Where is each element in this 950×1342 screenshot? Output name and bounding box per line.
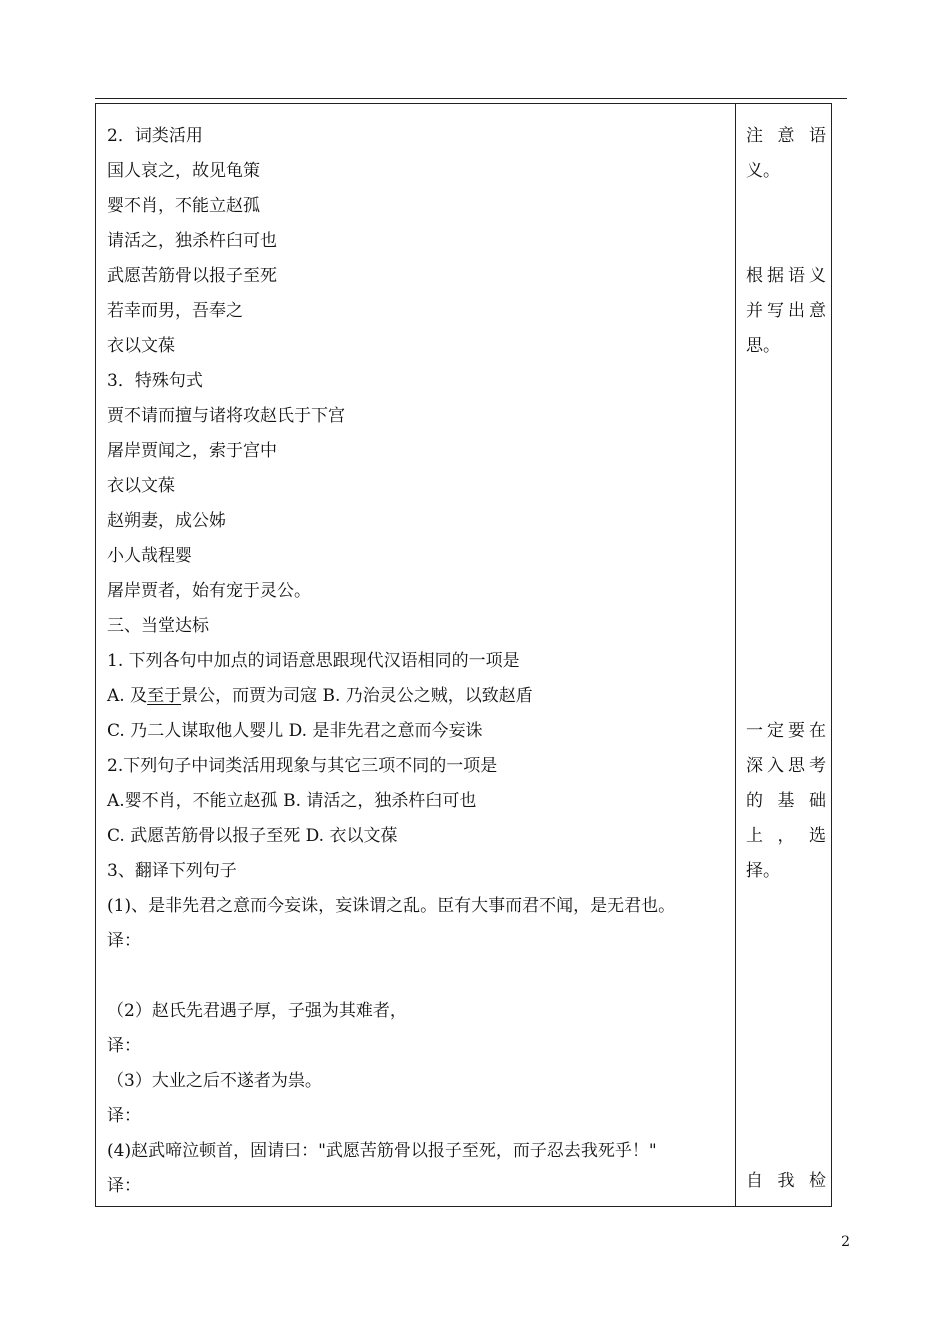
question-options: C. 乃二人谋取他人婴儿 D. 是非先君之意而今妄诛 (107, 721, 483, 741)
side-note-line: 自 我 检 (746, 1171, 826, 1191)
example-sentence: 赵朔妻，成公姊 (107, 511, 226, 531)
page-number: 2 (841, 1234, 850, 1250)
translation-label: 译： (107, 1036, 141, 1056)
option-prefix: A. 及 (107, 686, 148, 706)
example-sentence: 请活之，独杀杵臼可也 (107, 231, 277, 251)
question-options: C. 武愿苦筋骨以报子至死 D. 衣以文葆 (107, 826, 398, 846)
translation-sentence: （2）赵氏先君遇子厚，子强为其难者， (107, 1001, 407, 1021)
example-sentence: 屠岸贾者，始有宠于灵公。 (107, 581, 311, 601)
example-sentence: 衣以文葆 (107, 476, 175, 496)
side-note-line: 并写出意 (746, 301, 826, 321)
translation-sentence: (1)、是非先君之意而今妄诛，妄诛谓之乱。臣有大事而君不闻，是无君也。 (107, 896, 676, 916)
option-suffix: 景公，而贾为司寇 B. 乃治灵公之贼，以致赵盾 (181, 686, 533, 706)
example-sentence: 贾不请而擅与诸将攻赵氏于下宫 (107, 406, 345, 426)
side-note-line: 深入思考 (746, 756, 826, 776)
lesson-table (95, 103, 832, 1207)
example-sentence: 屠岸贾闻之，索于宫中 (107, 441, 277, 461)
example-sentence: 衣以文葆 (107, 336, 175, 356)
side-note-self-check (746, 1164, 826, 1199)
translation-label: 译： (107, 1176, 141, 1196)
side-note-line: 义。 (746, 161, 780, 181)
section-heading: 3．特殊句式 (107, 371, 203, 391)
question-options (107, 679, 727, 714)
translation-label: 译： (107, 931, 141, 951)
underlined-term: 至于 (147, 686, 182, 706)
section-heading: 2．词类活用 (107, 126, 203, 146)
question-stem: 1. 下列各句中加点的词语意思跟现代汉语相同的一项是 (107, 651, 520, 671)
translation-sentence: （3）大业之后不遂者为祟。 (107, 1071, 322, 1091)
question-stem: 2.下列句子中词类活用现象与其它三项不同的一项是 (107, 756, 498, 776)
side-note-write (746, 259, 826, 364)
side-note-line: 根据语义 (746, 266, 826, 286)
side-note-line: 择。 (746, 861, 780, 881)
question-options: A.婴不肖，不能立赵孤 B. 请活之，独杀杵臼可也 (107, 791, 477, 811)
example-sentence: 婴不肖，不能立赵孤 (107, 196, 260, 216)
example-sentence: 国人哀之，故见龟策 (107, 161, 260, 181)
side-note-line: 思。 (746, 336, 780, 356)
translation-sentence: (4)赵武啼泣顿首，固请曰："武愿苦筋骨以报子至死，而子忍去我死乎！" (107, 1141, 657, 1161)
side-note-think (746, 714, 826, 889)
side-note-line: 上 ， 选 (746, 826, 826, 846)
example-sentence: 若幸而男，吾奉之 (107, 301, 243, 321)
side-note-line: 一定要在 (746, 721, 826, 741)
example-sentence: 小人哉程婴 (107, 546, 192, 566)
side-note-meaning (746, 119, 826, 189)
column-divider (735, 104, 736, 1206)
example-sentence: 武愿苦筋骨以报子至死 (107, 266, 277, 286)
header-rule (95, 98, 847, 99)
blank-line (107, 959, 727, 994)
translation-label: 译： (107, 1106, 141, 1126)
question-stem: 3、翻译下列句子 (107, 861, 237, 881)
side-note-line: 注 意 语 (746, 126, 826, 146)
main-content-column (107, 119, 727, 1204)
side-note-line: 的 基 础 (746, 791, 826, 811)
section-heading: 三、当堂达标 (107, 616, 209, 636)
